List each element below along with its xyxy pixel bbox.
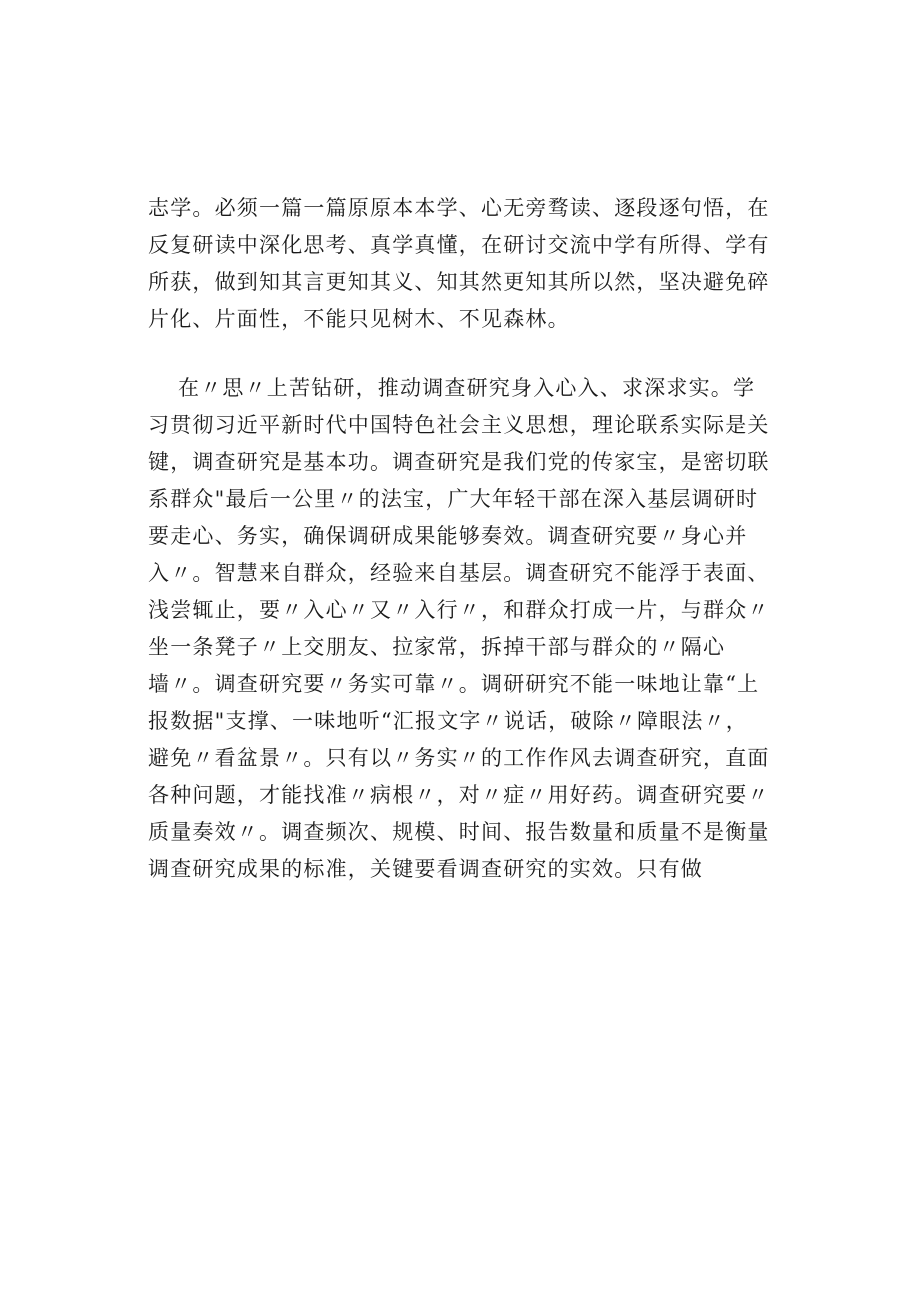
text-line: 要走心、务实，确保调研成果能够奏效。调查研究要〃身心并 <box>148 524 748 548</box>
text-line: 墙〃。调查研究要〃务实可靠〃。调研研究不能一味地让靠“上 <box>148 672 760 696</box>
text-line: 志学。必须一篇一篇原原本本学、心无旁骛读、逐段逐句悟，在 <box>148 196 770 220</box>
text-line: 避免〃看盆景〃。只有以〃务实〃的工作作风去调查研究，直面 <box>148 746 770 770</box>
text-line-first: 在〃思〃上苦钻研，推动调查研究身入心入、求深求实。学 <box>178 376 756 400</box>
text-line: 习贯彻习近平新时代中国特色社会主义思想，理论联系实际是关 <box>148 413 770 437</box>
text-line: 报数据"支撑、一味地听“汇报文字〃说话，破除〃障眼法〃， <box>148 709 748 733</box>
text-line: 片化、片面性，不能只见树木、不见森林。 <box>148 307 570 331</box>
text-line: 键，调查研究是基本功。调查研究是我们党的传家宝，是密切联 <box>148 450 770 474</box>
text-line: 所获，做到知其言更知其义、知其然更知其所以然，坚决避免碎 <box>148 270 770 294</box>
paragraph-research <box>148 370 788 888</box>
paragraph-study <box>148 190 788 338</box>
text-line: 各种问题，才能找准〃病根〃，对〃症〃用好药。调查研究要〃 <box>148 783 770 807</box>
text-line: 调查研究成果的标准，关键要看调查研究的实效。只有做 <box>148 857 703 881</box>
text-line: 质量奏效〃。调查频次、规模、时间、报告数量和质量不是衡量 <box>148 820 770 844</box>
text-line: 入〃。智慧来自群众，经验来自基层。调查研究不能浮于表面、 <box>148 561 770 585</box>
text-line: 系群众"最后一公里〃的法宝，广大年轻干部在深入基层调研时 <box>148 487 759 511</box>
text-line: 浅尝辄止，要〃入心〃又〃入行〃，和群众打成一片，与群众〃 <box>148 598 770 622</box>
text-line: 反复研读中深化思考、真学真懂，在研讨交流中学有所得、学有 <box>148 233 770 257</box>
text-line: 坐一条凳子〃上交朋友、拉家常，拆掉干部与群众的〃隔心 <box>148 635 726 659</box>
